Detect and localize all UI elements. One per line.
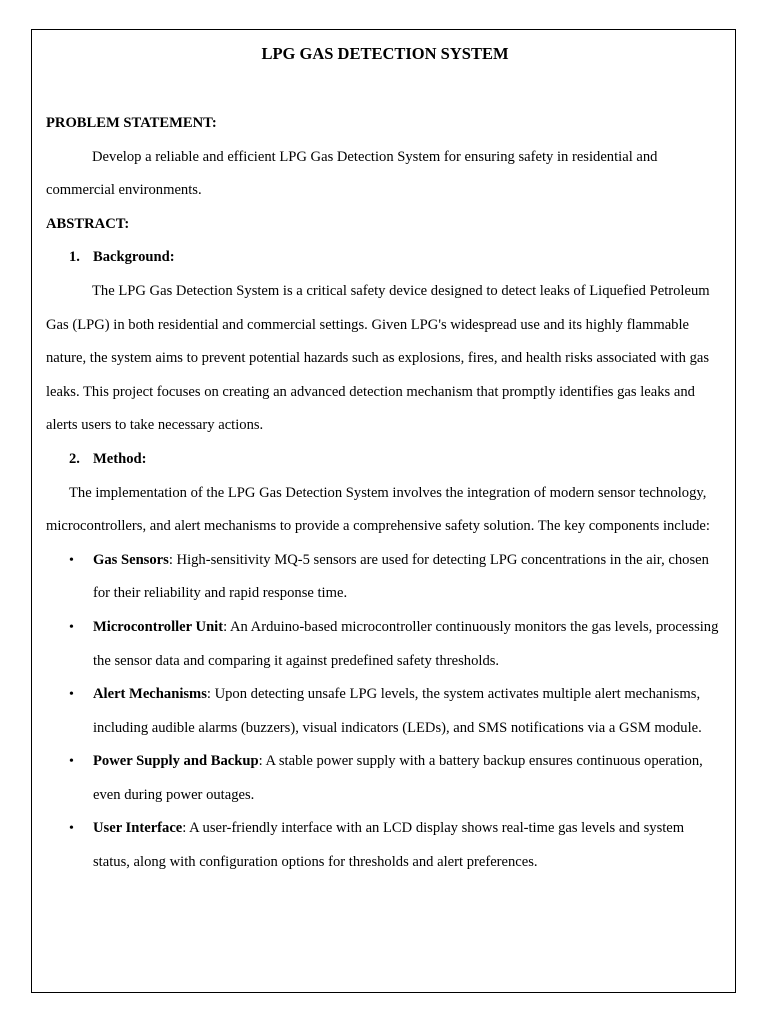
abstract-section-list-2 <box>46 443 724 477</box>
bullet-icon: • <box>69 821 74 837</box>
component-term: Power Supply and Backup <box>93 753 259 770</box>
component-description: : Upon detecting unsafe LPG levels, the system activates multiple alert mechanisms, including audible alarms (buzzers), visual indicators (LEDs), and SMS notifications via a GSM module. <box>93 686 702 736</box>
bullet-icon: • <box>69 619 74 635</box>
section-background-text: The LPG Gas Detection System is a critical safety device designed to detect leaks of Liquefied Petroleum Gas (LPG) in both residential and commercial settings. Given LPG's widespread use and its highly flammable nature, the system aims to prevent potential hazards such as explosions, fires, and health risks associated with gas leaks. This project focuses on creating an advanced detection mechanism that promptly identifies gas leaks and alerts users to take necessary actions. <box>46 282 710 434</box>
title-spacer <box>46 68 724 107</box>
component-item-microcontroller <box>46 611 724 678</box>
abstract-section-list <box>46 241 724 275</box>
component-description: : High-sensitivity MQ-5 sensors are used for detecting LPG concentrations in the air, chosen for their reliability and rapid response time. <box>93 551 709 602</box>
abstract-heading: ABSTRACT: <box>46 215 130 232</box>
section-number: 2. <box>69 450 80 467</box>
component-term: Alert Mechanisms <box>93 686 207 703</box>
document-title: LPG GAS DETECTION SYSTEM <box>261 44 509 63</box>
component-item-alert-mechanisms <box>46 678 724 745</box>
component-term: Gas Sensors <box>93 551 169 568</box>
section-title: Background: <box>93 249 175 266</box>
bullet-icon: • <box>69 552 74 568</box>
section-background-heading <box>46 241 724 275</box>
bullet-icon: • <box>69 687 74 703</box>
bullet-icon: • <box>69 754 74 770</box>
component-term: User Interface <box>93 820 183 837</box>
component-item-user-interface <box>46 812 724 879</box>
section-method-heading <box>46 443 724 477</box>
component-description: : An Arduino-based microcontroller continuously monitors the gas levels, processing the sensor data and comparing it against predefined safety thresholds. <box>93 618 719 669</box>
component-term: Microcontroller Unit <box>93 618 224 635</box>
components-list <box>46 544 724 880</box>
component-description: : A user-friendly interface with an LCD display shows real-time gas levels and system status, along with configuration options for thresholds and alert preferences. <box>93 820 685 871</box>
component-item-power-supply <box>46 745 724 812</box>
section-title: Method: <box>93 450 147 467</box>
component-item-gas-sensors <box>46 544 724 611</box>
problem-statement-heading: PROBLEM STATEMENT: <box>46 115 217 131</box>
section-method-text: The implementation of the LPG Gas Detection System involves the integration of modern sensor technology, microcontrollers, and alert mechanisms to provide a comprehensive safety solution. The key components include: <box>46 484 710 535</box>
document-body <box>46 40 724 880</box>
component-description: : A stable power supply with a battery backup ensures continuous operation, even during power outages. <box>93 753 703 803</box>
problem-statement-text: Develop a reliable and efficient LPG Gas Detection System for ensuring safety in residential and commercial environments. <box>46 148 658 199</box>
section-number: 1. <box>69 249 80 266</box>
